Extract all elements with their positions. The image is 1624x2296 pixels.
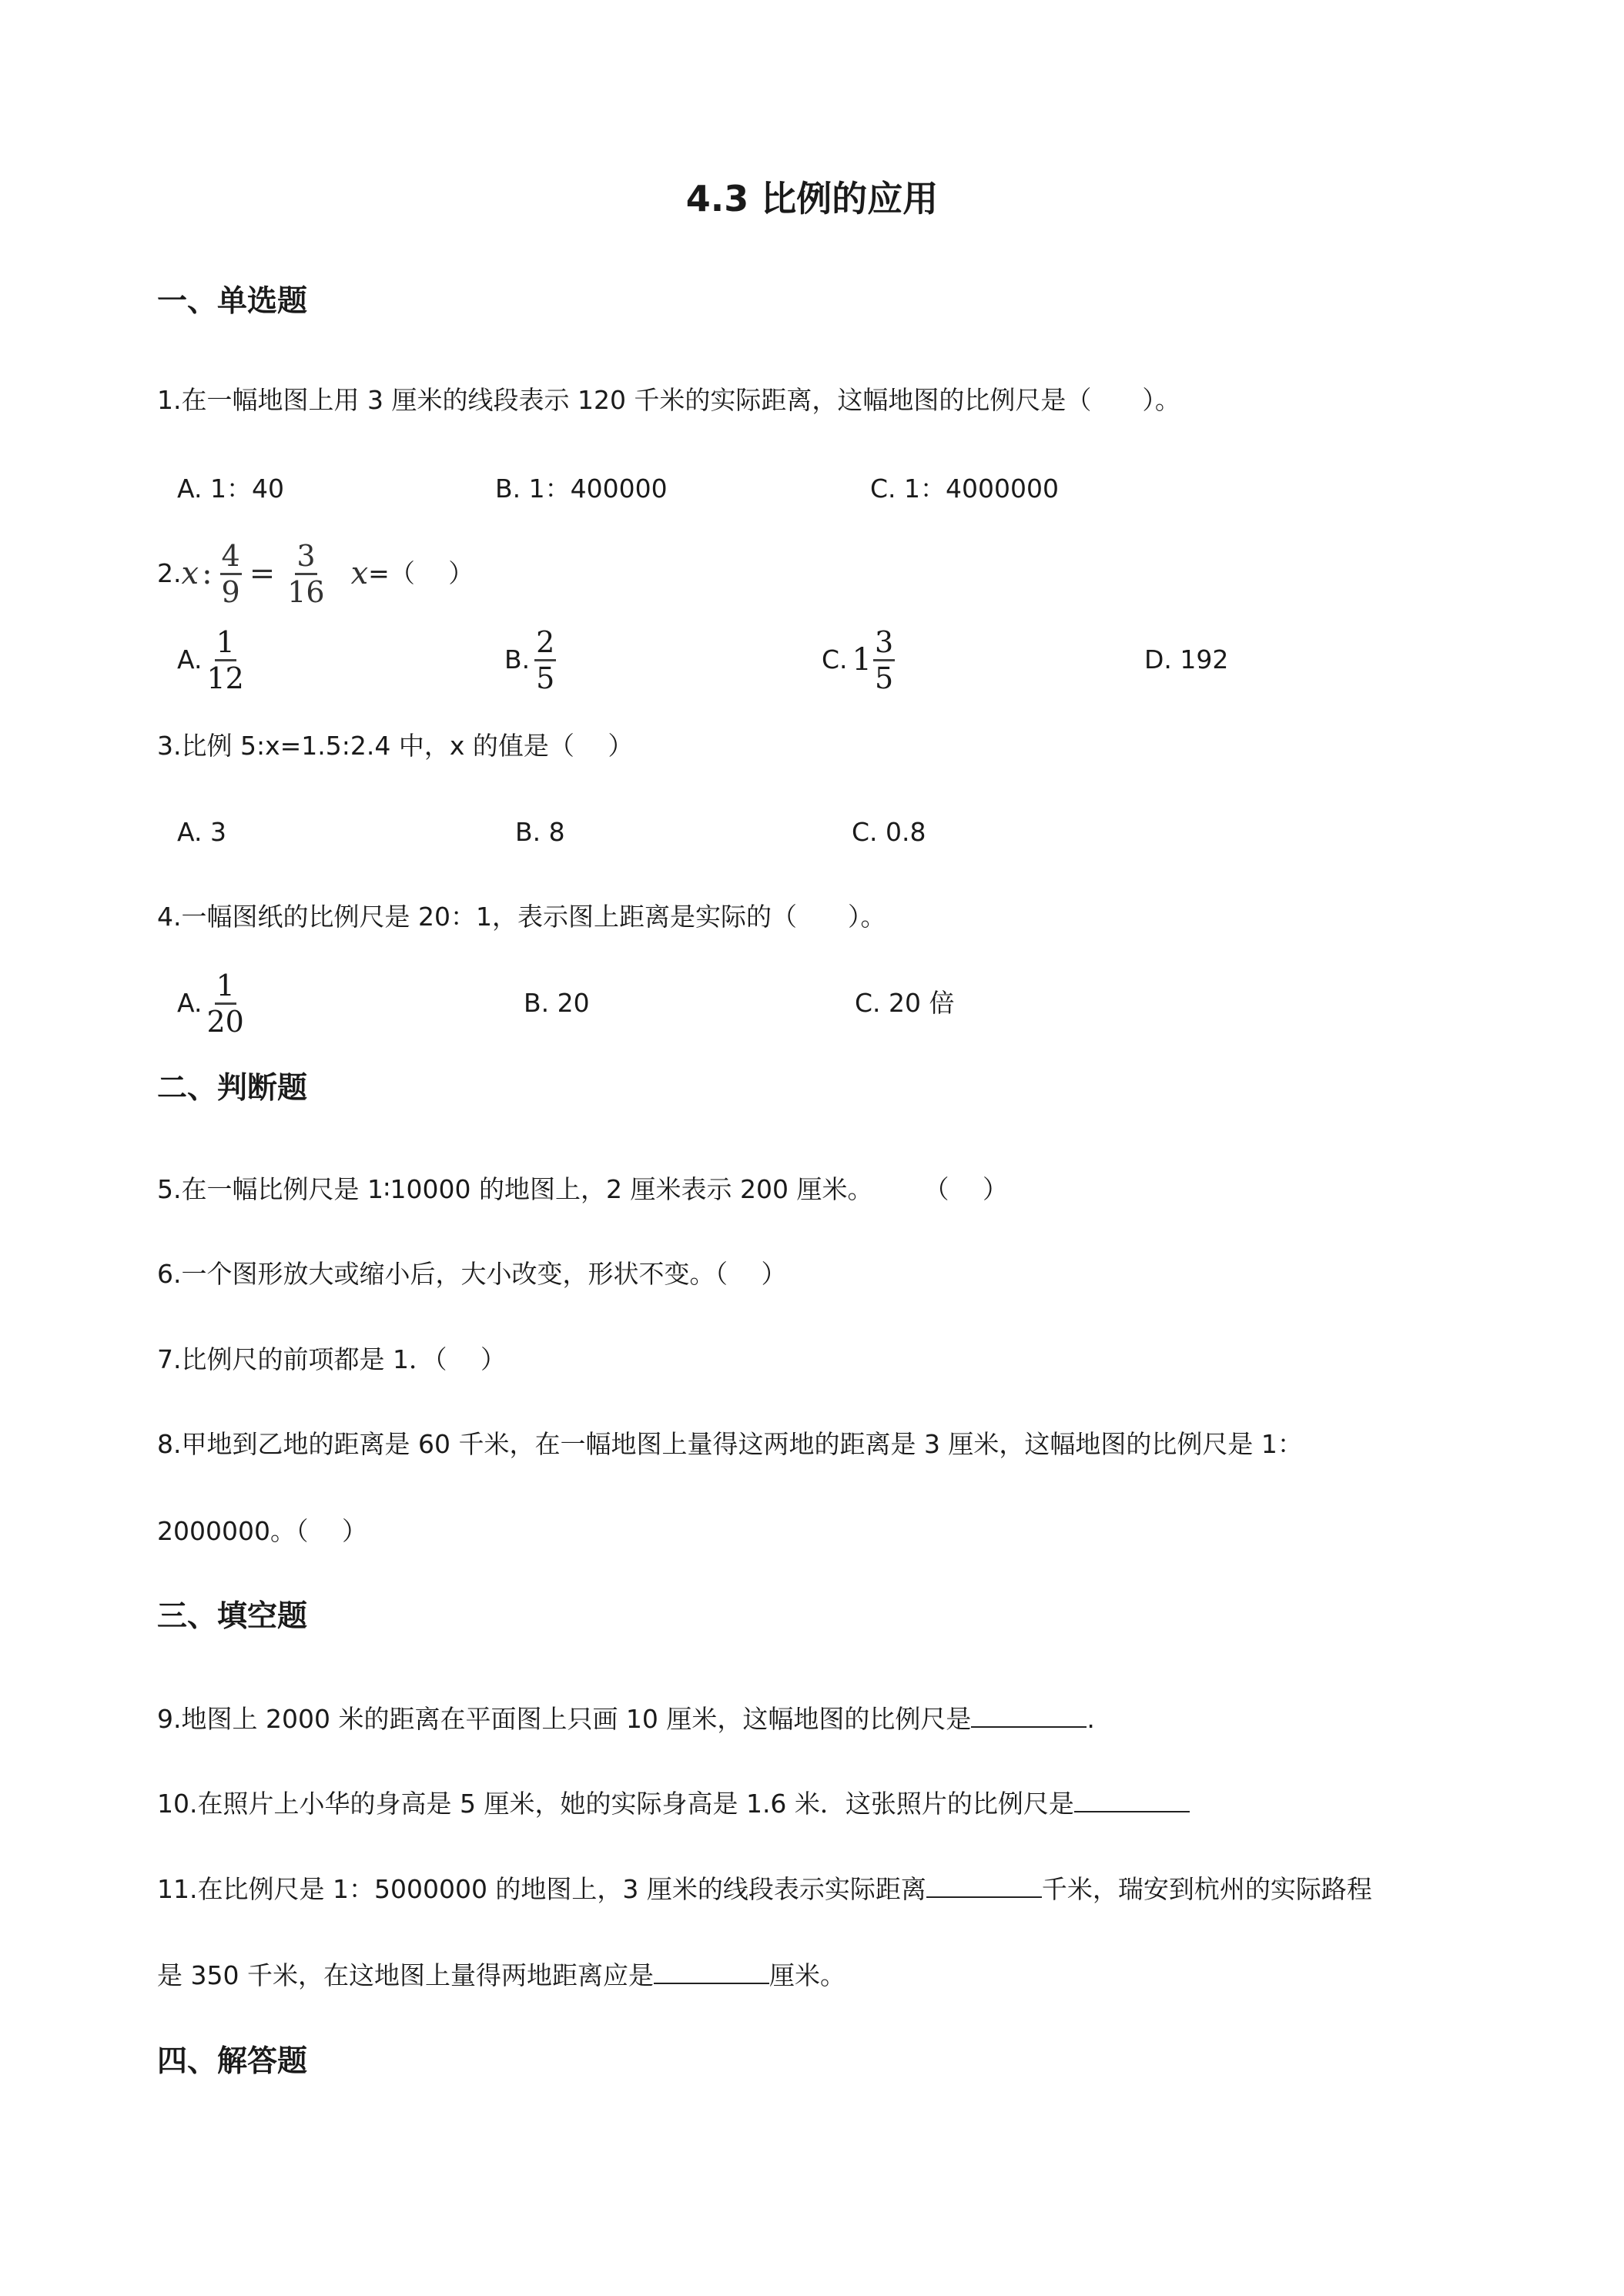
q2-option-c-mixed-number: 1 $\frac{3}{5}$ (852, 624, 894, 695)
question-11-line-2: 是 350 千米，在这地图上量得两地距离应是 厘米。 (157, 1960, 845, 1990)
question-8-line-2: 2000000。（ ） (157, 1516, 367, 1546)
q2-option-d: D. 192 (1144, 644, 1229, 674)
q2-option-a: A. $\frac{1}{12}$ (177, 624, 244, 695)
q11-answer-blank-2[interactable] (654, 1960, 769, 1984)
q2-option-b-fraction: $\frac{2}{5}$ (536, 624, 555, 695)
q2-colon: : (202, 556, 213, 591)
question-10: 10.在照片上小华的身高是 5 厘米，她的实际身高是 1.6 米．这张照片的比例尺是 (157, 1786, 1190, 1822)
q2-number: 2. (157, 558, 182, 588)
question-1: 1.在一幅地图上用 3 厘米的线段表示 120 千米的实际距离，这幅地图的比例尺是（ ）。 (157, 385, 1180, 415)
q3-option-c: C. 0.8 (852, 817, 926, 847)
question-3: 3.比例 5:x=1.5:2.4 中，x 的值是（ ） (157, 731, 634, 761)
section-heading-single-choice: 一、单选题 (157, 284, 308, 319)
q9-answer-blank[interactable] (971, 1703, 1087, 1728)
q4-option-a-fraction: $\frac{1}{20}$ (206, 968, 244, 1039)
q2-option-b: B. $\frac{2}{5}$ (504, 624, 555, 695)
q3-option-b: B. 8 (515, 817, 565, 847)
q10-answer-blank[interactable] (1074, 1788, 1190, 1812)
q3-option-a: A. 3 (177, 817, 226, 847)
q4-option-c: C. 20 倍 (855, 988, 955, 1018)
q2-ask-suffix: =（ ） (368, 558, 474, 588)
q11-answer-blank-1[interactable] (926, 1873, 1042, 1898)
section-heading-fill-blank: 三、填空题 (157, 1599, 308, 1634)
q1-option-b: B. 1：400000 (495, 474, 668, 504)
q2-fraction-4-9: $\frac{4}{9}$ (221, 538, 240, 609)
question-8-line-1: 8.甲地到乙地的距离是 60 千米，在一幅地图上量得这两地的距离是 3 厘米，这幅地图的比例尺是 1： (157, 1429, 1303, 1459)
q2-equation (181, 538, 369, 609)
q2-ask-var: x (350, 556, 369, 591)
q1-option-a: A. 1：40 (177, 474, 284, 504)
page-title: 4.3 比例的应用 (685, 178, 939, 219)
question-9: 9.地图上 2000 米的距离在平面图上只画 10 厘米，这幅地图的比例尺是 . (157, 1704, 1095, 1734)
q2-var-x: x (181, 556, 199, 591)
section-heading-solve: 四、解答题 (157, 2044, 308, 2079)
question-7: 7.比例尺的前项都是 1．（ ） (157, 1344, 506, 1374)
question-6: 6.一个图形放大或缩小后，大小改变，形状不变。（ ） (157, 1259, 787, 1289)
q2-option-a-fraction: $\frac{1}{12}$ (206, 624, 244, 695)
q2-equals: = (249, 556, 276, 591)
question-11-line-1: 11.在比例尺是 1：5000000 的地图上，3 厘米的线段表示实际距离 千米，瑞安到杭州的实际路程 (157, 1874, 1372, 1904)
q4-option-b: B. 20 (524, 988, 590, 1018)
q2-option-c: C. 1 $\frac{3}{5}$ (822, 624, 894, 695)
question-4: 4.一幅图纸的比例尺是 20：1，表示图上距离是实际的（ ）。 (157, 902, 886, 932)
question-2 (157, 539, 474, 608)
q2-fraction-3-16: $\frac{3}{16}$ (287, 538, 325, 609)
section-heading-true-false: 二、判断题 (157, 1071, 308, 1106)
q4-option-a: A. $\frac{1}{20}$ (177, 968, 244, 1039)
question-5: 5.在一幅比例尺是 1∶10000 的地图上，2 厘米表示 200 厘米。 （ ） (157, 1174, 1008, 1204)
q1-option-c: C. 1：4000000 (870, 474, 1059, 504)
